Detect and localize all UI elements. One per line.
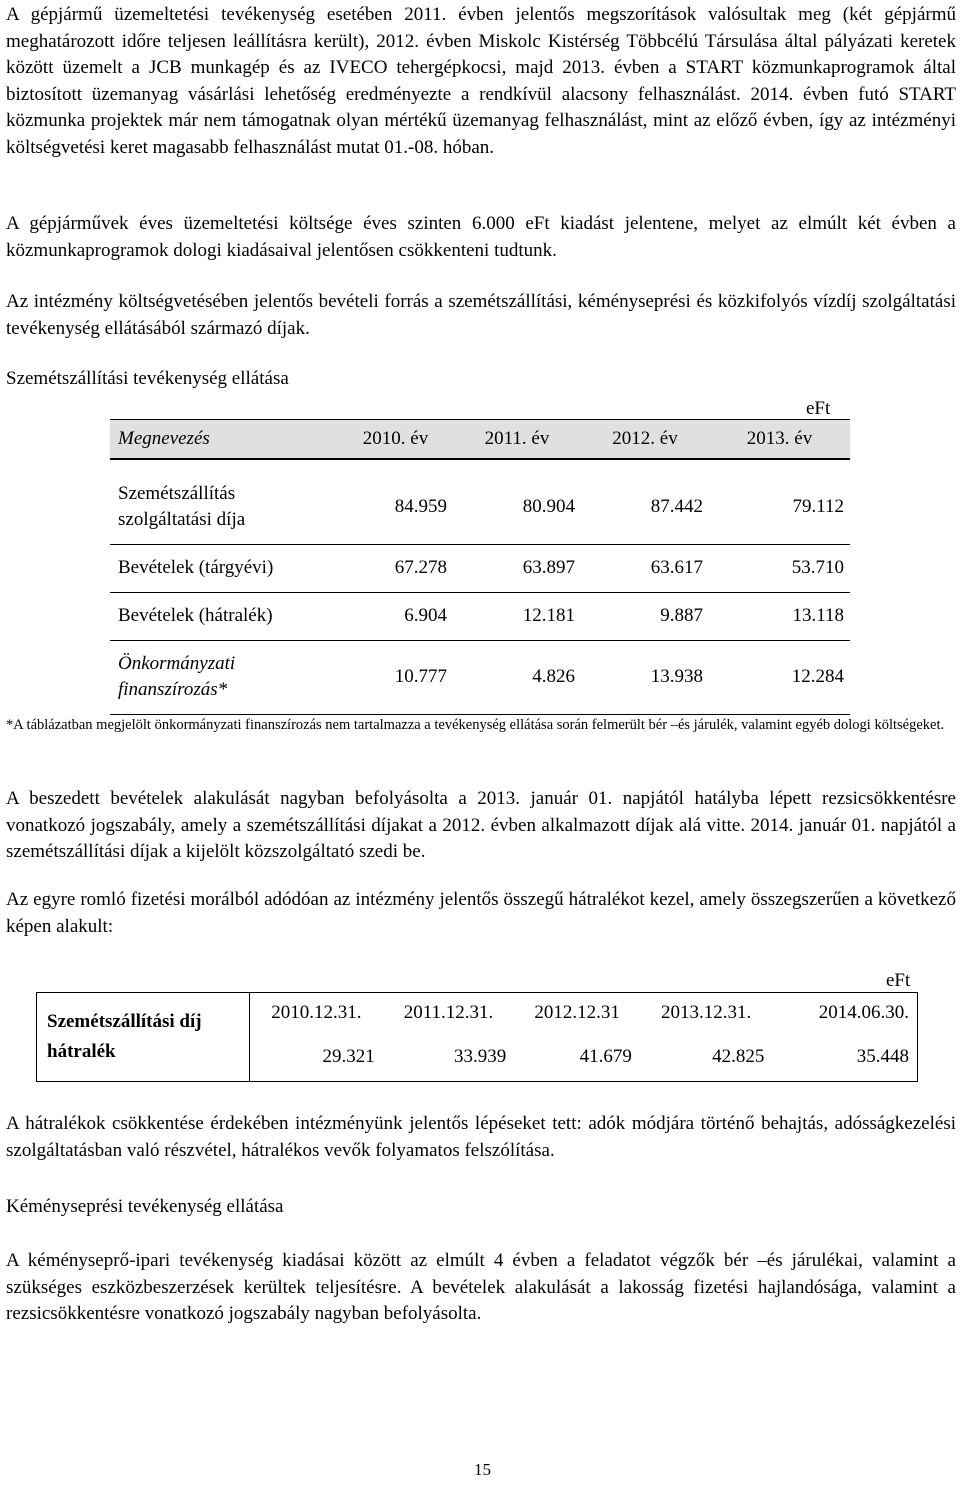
paragraph-arrears-intro: Az egyre romló fizetési morálból adódóan az intézmény jelentős összegű hátralékot kezel, amely összegszerűen a következő képen alakult: bbox=[6, 889, 956, 937]
cell-value: 12.284 bbox=[709, 640, 850, 714]
table-row bbox=[110, 592, 850, 640]
table-row bbox=[110, 470, 850, 544]
table1-header-name: Megnevezés bbox=[110, 420, 338, 460]
paragraph-chimney: A kéményseprő-ipari tevékenység kiadásai között az elmúlt 4 évben a feladatot végzők bér –és járulékai, valamint a szükséges eszközbeszerzések kerültek teljesítésre. A bevételek alakulását a lakosság fizetési hajlandósága, valamint a rezsicsökkentésre vonatkozó jogszabály nagyban befolyásolta. bbox=[6, 1250, 956, 1324]
table1-unit: eFt bbox=[806, 398, 831, 419]
cell-value: 10.777 bbox=[338, 640, 453, 714]
table2-header-row bbox=[37, 993, 918, 1034]
row-label: Önkormányzati finanszírozás* bbox=[110, 640, 338, 714]
cell-value: 13.118 bbox=[709, 592, 850, 640]
table2-date: 2010.12.31. bbox=[271, 1002, 362, 1023]
cell-value: 63.897 bbox=[453, 544, 581, 592]
cell-value: 87.442 bbox=[581, 470, 709, 544]
table-row bbox=[110, 544, 850, 592]
heading-waste: Szemétszállítási tevékenység ellátása bbox=[6, 368, 289, 389]
cell-value: 9.887 bbox=[581, 592, 709, 640]
table-row bbox=[110, 640, 850, 714]
table1-header-year: 2012. év bbox=[581, 420, 709, 460]
cell-value: 67.278 bbox=[338, 544, 453, 592]
cell-value: 79.112 bbox=[709, 470, 850, 544]
page-number: 15 bbox=[474, 1460, 491, 1479]
cell-value: 35.448 bbox=[856, 1046, 909, 1067]
paragraph-revenue-sources: Az intézmény költségvetésében jelentős bevételi forrás a szemétszállítási, kéményseprési és közkifolyós vízdíj szolgáltatási tevékenység ellátásából származó díjak. bbox=[6, 291, 956, 339]
cell-value: 29.321 bbox=[322, 1046, 375, 1067]
cell-value: 84.959 bbox=[338, 470, 453, 544]
table1-header-row bbox=[110, 420, 850, 460]
cell-value: 4.826 bbox=[453, 640, 581, 714]
paragraph-utility-cut: A beszedett bevételek alakulását nagyban befolyásolta a 2013. január 01. napjától hatályba lépett rezsicsökkentésre vonatkozó jogszabály, amely a szemétszállítási díjakat a 2012. évben alkalmazott díjak alá vitte. 2014. január 01. napjától a szemétszállítási díjak a kijelölt közszolgáltató szedi be. bbox=[6, 788, 956, 862]
table2-date: 2014.06.30. bbox=[818, 1002, 909, 1023]
paragraph-vehicle-costs: A gépjárművek éves üzemeltetési költsége éves szinten 6.000 eFt kiadást jelentene, melyet az elmúlt két évben a közmunkaprogramok dologi kiadásaival jelentősen csökkenteni tudtunk. bbox=[6, 213, 956, 261]
table1-header-year: 2010. év bbox=[338, 420, 453, 460]
table2-date: 2012.12.31 bbox=[534, 1002, 620, 1023]
table1-header-year: 2011. év bbox=[453, 420, 581, 460]
cell-value: 63.617 bbox=[581, 544, 709, 592]
row-label: Bevételek (tárgyévi) bbox=[110, 544, 338, 592]
cell-value: 33.939 bbox=[454, 1046, 507, 1067]
cell-value: 6.904 bbox=[338, 592, 453, 640]
row-label: Bevételek (hátralék) bbox=[110, 592, 338, 640]
cell-value: 53.710 bbox=[709, 544, 850, 592]
table2-unit: eFt bbox=[886, 970, 911, 991]
waste-fee-table bbox=[110, 419, 850, 715]
table2-date: 2011.12.31. bbox=[403, 1002, 494, 1023]
cell-value: 12.181 bbox=[453, 592, 581, 640]
cell-value: 42.825 bbox=[712, 1046, 765, 1067]
table1-footnote: *A táblázatban megjelölt önkormányzati finanszírozás nem tartalmazza a tevékenység ellátása során felmerült bér –és járulék, valamint egyéb dologi költségeket. bbox=[6, 717, 945, 733]
cell-value: 41.679 bbox=[579, 1046, 632, 1067]
row-label: Szemétszállítás szolgáltatási díja bbox=[110, 470, 338, 544]
table2-label: Szemétszállítási díj hátralék bbox=[37, 993, 250, 1082]
paragraph-arrears-measures: A hátralékok csökkentése érdekében intézményünk jelentős lépéseket tett: adók módjára történő behajtás, adósságkezelési szolgáltatásban való részvétel, hátralékos vevők folyamatos felszólítása. bbox=[6, 1113, 956, 1161]
table1-header-year: 2013. év bbox=[709, 420, 850, 460]
table2-date: 2013.12.31. bbox=[661, 1002, 752, 1023]
cell-value: 13.938 bbox=[581, 640, 709, 714]
heading-chimney: Kéményseprési tevékenység ellátása bbox=[6, 1196, 284, 1217]
cell-value: 80.904 bbox=[453, 470, 581, 544]
arrears-table bbox=[36, 992, 918, 1082]
paragraph-vehicles: A gépjármű üzemeltetési tevékenység esetében 2011. évben jelentős megszorítások valósultak meg (két gépjármű meghatározott időre teljesen leállításra került), 2012. évben Miskolc Kistérség Többcélú Társulása által pályázati keretek között üzemelt a JCB munkagép és az IVECO tehergépkocsi, majd 2013. évben a START közmunkaprogramok által biztosított üzemanyag vásárlási lehetőség eredményezte a rendkívül alacsony felhasználást. 2014. évben futó START közmunka projektek már nem támogatnak olyan mértékű üzemanyag felhasználást, mint az előző évben, így az intézményi költségvetési keret magasabb felhasználást mutat 01.-08. hóban. bbox=[6, 4, 956, 158]
